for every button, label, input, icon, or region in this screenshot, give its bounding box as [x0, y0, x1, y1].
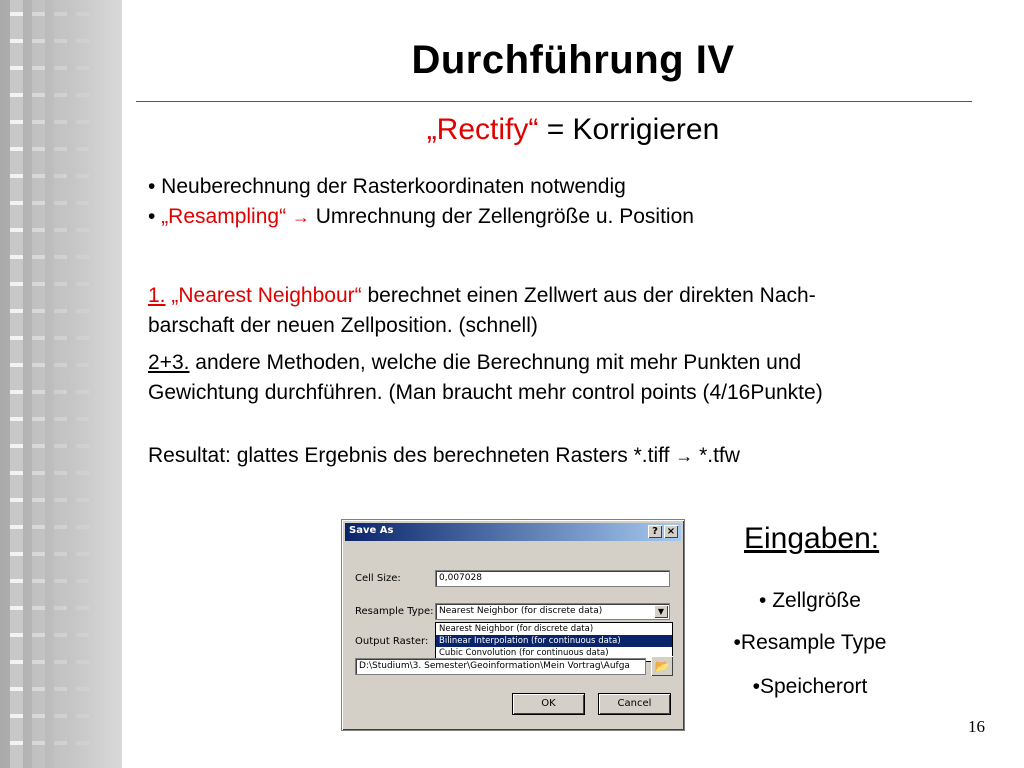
dialog-title: Save As	[349, 525, 394, 536]
item-number: 2+3.	[148, 351, 190, 374]
page-number: 16	[968, 717, 985, 736]
subtitle-term: „Rectify“	[426, 113, 539, 146]
bullet-marker: •	[148, 205, 162, 228]
item-text: berechnet einen Zellwert aus der direkten Nach-	[361, 284, 816, 307]
decorative-squares	[76, 0, 89, 768]
browse-folder-icon[interactable]: 📂	[651, 656, 673, 676]
slide-title: Durchführung IV	[411, 38, 735, 82]
slide-subtitle	[122, 113, 1024, 147]
decorative-squares	[10, 0, 23, 768]
resample-type-select[interactable]	[435, 603, 670, 620]
item-other-methods-line2: Gewichtung durchführen. (Man braucht mehr control points (4/16Punkte)	[148, 381, 823, 404]
bullet-resampling	[148, 202, 694, 232]
result-text: Resultat: glattes Ergebnis des berechneten Rasters *.tiff	[148, 444, 676, 467]
resample-type-value: Nearest Neighbor (for discrete data)	[439, 606, 603, 616]
arrow-right-icon: →	[675, 446, 694, 466]
output-raster-label: Output Raster:	[355, 636, 429, 647]
resample-type-options	[435, 622, 673, 662]
decorative-side-strip	[0, 0, 122, 768]
decorative-squares	[54, 0, 67, 768]
result-extension: *.tfw	[693, 444, 740, 467]
chevron-down-icon[interactable]: ▼	[654, 605, 668, 618]
cancel-button[interactable]: Cancel	[599, 694, 670, 714]
item-nearest-neighbour-line1	[148, 281, 816, 311]
eingaben-item: • Zellgröße	[759, 589, 861, 612]
ok-button[interactable]: OK	[513, 694, 584, 714]
arrow-right-icon: →	[291, 207, 310, 227]
close-button[interactable]: ×	[664, 525, 678, 538]
item-nearest-neighbour-line2: barschaft der neuen Zellposition. (schnell)	[148, 314, 538, 337]
cell-size-input[interactable]: 0,007028	[435, 570, 670, 587]
help-button[interactable]: ?	[648, 525, 662, 538]
item-text: andere Methoden, welche die Berechnung mit mehr Punkten und	[189, 351, 802, 374]
item-number: 1.	[148, 284, 166, 307]
resample-option[interactable]: Nearest Neighbor (for discrete data)	[439, 624, 594, 634]
save-as-dialog	[341, 519, 685, 731]
resample-type-label: Resample Type:	[355, 606, 434, 617]
resample-option[interactable]: Cubic Convolution (for continuous data)	[439, 648, 609, 658]
dialog-titlebar	[345, 523, 681, 541]
eingaben-item: •Speicherort	[752, 675, 868, 698]
bullet-recalculation: • Neuberechnung der Rasterkoordinaten notwendig	[148, 175, 626, 198]
nearest-neighbour-term: „Nearest Neighbour“	[171, 284, 362, 307]
resampling-description: Umrechnung der Zellengröße u. Position	[309, 205, 694, 228]
subtitle-translation: = Korrigieren	[538, 113, 720, 146]
resample-option[interactable]: Bilinear Interpolation (for continuous data)	[436, 635, 672, 647]
output-raster-input[interactable]: D:\Studium\3. Semester\Geoinformation\Mein Vortrag\Aufga	[355, 658, 646, 675]
eingaben-item: •Resample Type	[733, 631, 887, 654]
cell-size-label: Cell Size:	[355, 573, 401, 584]
decorative-squares	[32, 0, 45, 768]
eingaben-heading: Eingaben:	[744, 522, 880, 555]
item-other-methods-line1	[148, 348, 801, 378]
resampling-term: „Resampling“	[161, 205, 287, 228]
title-divider	[136, 101, 972, 102]
result-line	[148, 441, 740, 471]
